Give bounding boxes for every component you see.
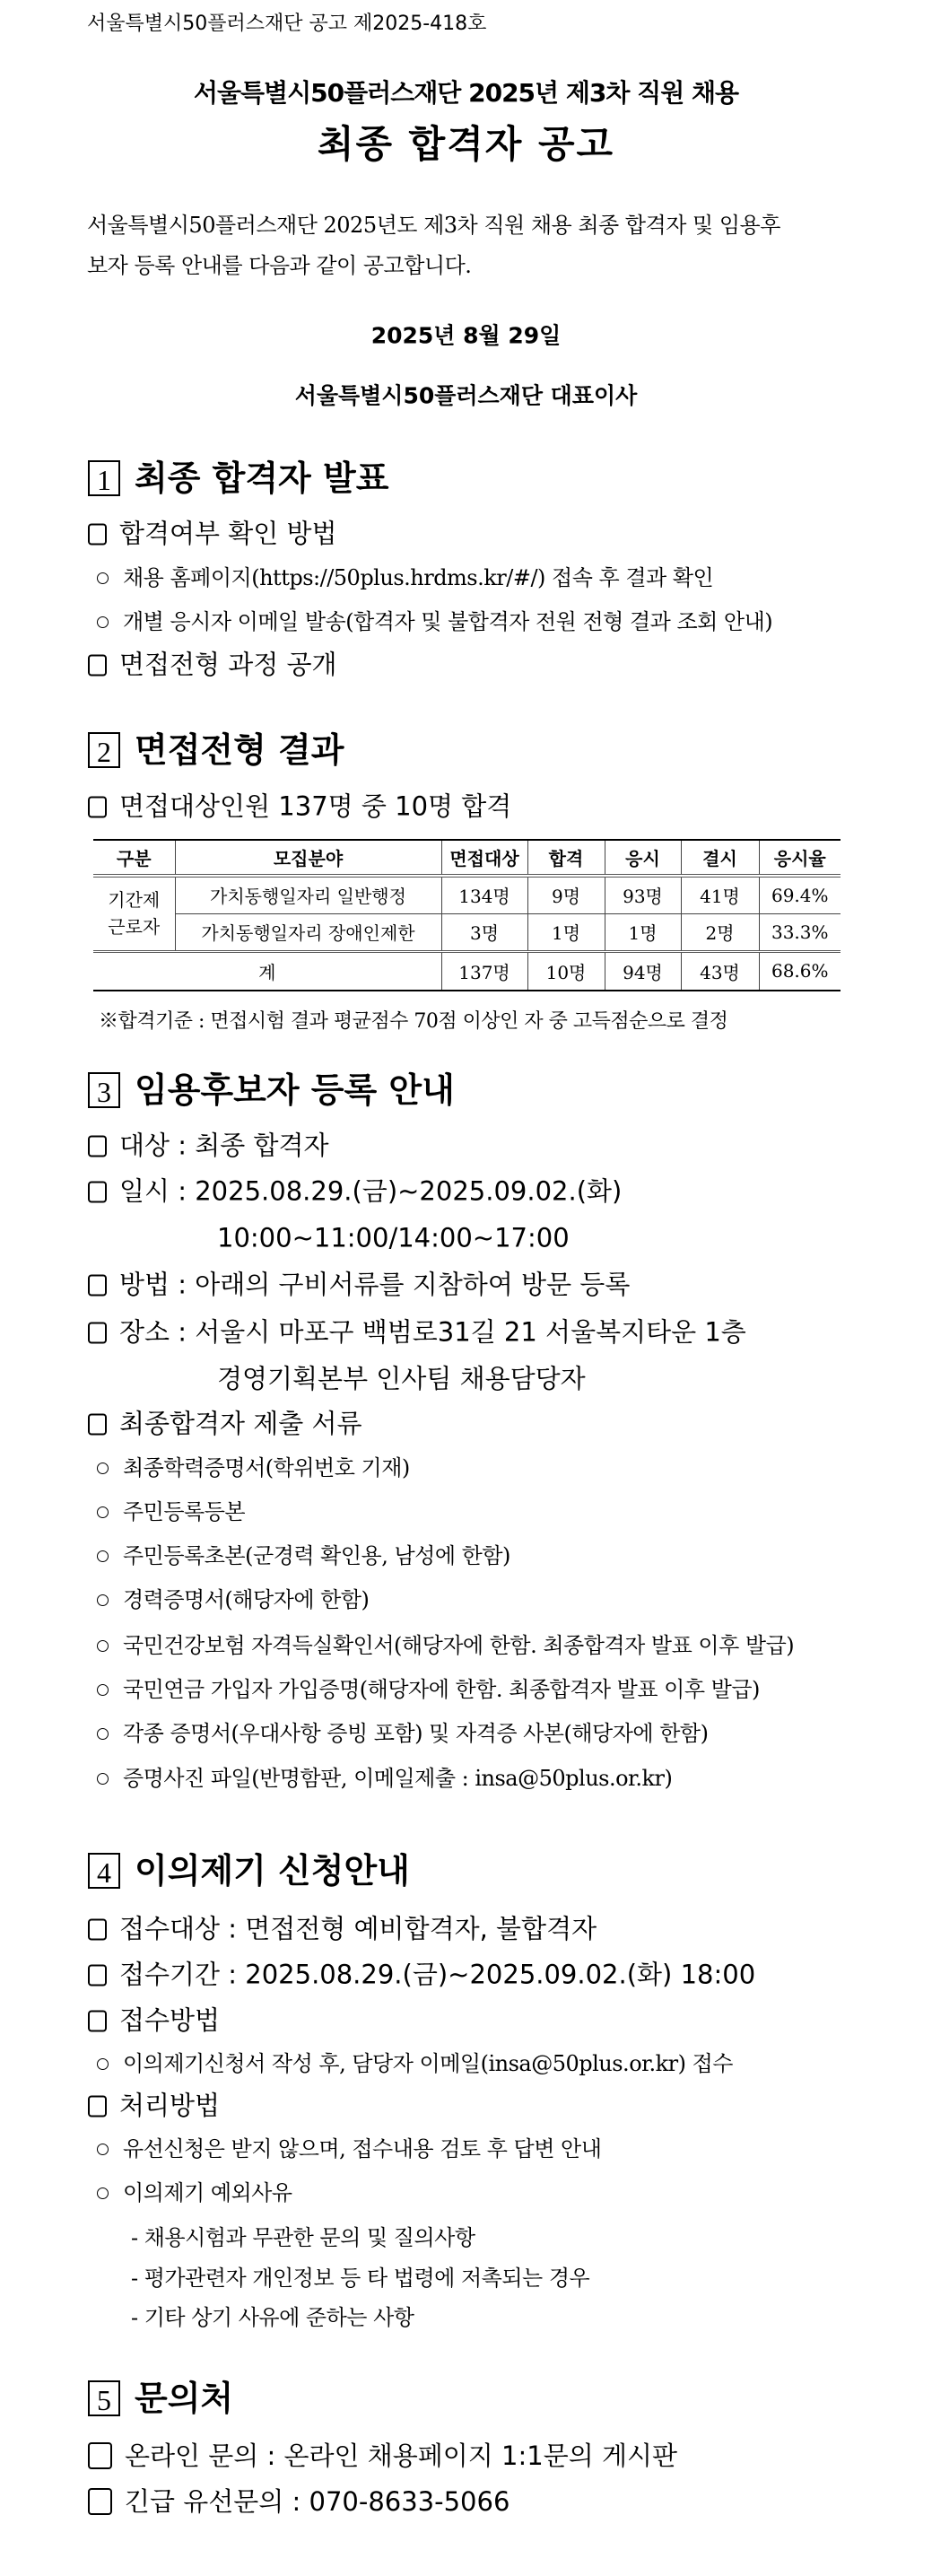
item-text: 최종학력증명서(학위번호 기재) xyxy=(123,1455,410,1480)
item-text: 긴급 유선문의 : 070-8633-5066 xyxy=(125,2485,510,2517)
section-3-heading xyxy=(88,1072,455,1108)
item xyxy=(88,2442,677,2469)
item-text: 대상 : 최종 합격자 xyxy=(119,1130,329,1161)
item-text: 접수방법 xyxy=(119,2004,221,2036)
item-continuation: 경영기획본부 인사팀 채용담당자 xyxy=(217,1363,586,1394)
item-text: 주민등록초본(군경력 확인용, 남성에 한함) xyxy=(123,1543,510,1568)
list-item xyxy=(97,1545,510,1567)
column-header: 구분 xyxy=(93,840,175,876)
item-text: 면접전형 과정 공개 xyxy=(119,649,337,680)
column-header: 합격 xyxy=(527,840,605,876)
item-text: 주민등록등본 xyxy=(123,1499,246,1524)
list-item xyxy=(97,1457,410,1479)
list-item xyxy=(97,611,772,633)
column-header: 응시 xyxy=(605,840,681,876)
circle-bullet-icon xyxy=(97,2058,109,2070)
table-cell: 137명 xyxy=(441,951,527,991)
item-text: 각종 증명서(우대사항 증빙 포함) 및 자격증 사본(해당자에 한함) xyxy=(123,1721,709,1746)
circle-bullet-icon xyxy=(97,1773,109,1785)
square-bullet-icon xyxy=(88,2010,107,2031)
section-number-box: 3 xyxy=(88,1072,120,1108)
item xyxy=(88,1959,756,1990)
list-item xyxy=(97,1679,760,1700)
square-bullet-icon xyxy=(88,1964,107,1986)
list-item xyxy=(97,1501,245,1523)
table-cell: 9명 xyxy=(527,876,605,913)
list-item xyxy=(97,1723,708,1744)
table-cell: 68.6% xyxy=(759,951,841,991)
square-bullet-icon xyxy=(88,2442,112,2469)
square-bullet-icon xyxy=(88,2095,107,2117)
item-text: 개별 응시자 이메일 발송(합격자 및 불합격자 전원 전형 결과 조회 안내) xyxy=(123,609,773,634)
table-row xyxy=(93,876,841,913)
section-title: 최종 합격자 발표 xyxy=(135,458,389,498)
notice-date: 2025년 8월 29일 xyxy=(370,322,562,349)
table-cell: 134명 xyxy=(441,876,527,913)
item-text: 경력증명서(해당자에 한함) xyxy=(123,1587,370,1612)
square-bullet-icon xyxy=(88,1181,107,1202)
circle-bullet-icon xyxy=(97,572,109,584)
column-header: 면접대상 xyxy=(441,840,527,876)
circle-bullet-icon xyxy=(97,1594,109,1606)
item xyxy=(88,2004,221,2036)
item xyxy=(88,2090,221,2121)
circle-bullet-icon xyxy=(97,1550,109,1562)
item-text: 유선신청은 받지 않으며, 접수내용 검토 후 답변 안내 xyxy=(123,2136,602,2161)
item-text: 이의제기신청서 작성 후, 담당자 이메일(insa@50plus.or.kr) 접수 xyxy=(123,2051,733,2076)
section-2-heading xyxy=(88,732,344,768)
table-cell: 41명 xyxy=(681,876,759,913)
section-title: 임용후보자 등록 안내 xyxy=(135,1070,455,1110)
table-cell: 1명 xyxy=(527,913,605,951)
item xyxy=(88,1175,623,1207)
section-number-box: 4 xyxy=(88,1853,120,1889)
item xyxy=(88,1269,631,1300)
table-cell: 10명 xyxy=(527,951,605,991)
section-1-heading xyxy=(88,460,388,496)
section-title: 면접전형 결과 xyxy=(135,730,344,770)
item-text: 최종합격자 제출 서류 xyxy=(119,1408,362,1439)
signature: 서울특별시50플러스재단 대표이사 xyxy=(294,382,638,409)
table-cell: 2명 xyxy=(681,913,759,951)
table-cell: 3명 xyxy=(441,913,527,951)
circle-bullet-icon xyxy=(97,1728,109,1740)
item xyxy=(88,2485,510,2517)
item-text: 일시 : 2025.08.29.(금)~2025.09.02.(화) xyxy=(119,1175,623,1207)
item-text: 온라인 문의 : 온라인 채용페이지 1:1문의 게시판 xyxy=(125,2440,678,2471)
item-text: 면접대상인원 137명 중 10명 합격 xyxy=(119,790,512,822)
section-number-box: 2 xyxy=(88,732,120,768)
circle-bullet-icon xyxy=(97,1463,109,1474)
intro-line-1: 서울특별시50플러스재단 2025년도 제3차 직원 채용 최종 합격자 및 임용후 xyxy=(87,213,780,238)
section-title: 이의제기 신청안내 xyxy=(135,1851,410,1891)
item-text: 접수기간 : 2025.08.29.(금)~2025.09.02.(화) 18:00 xyxy=(119,1959,756,1990)
list-item xyxy=(97,2053,733,2074)
circle-bullet-icon xyxy=(97,616,109,628)
item-text: 처리방법 xyxy=(119,2090,221,2121)
item xyxy=(88,790,512,822)
item-text: 방법 : 아래의 구비서류를 지참하여 방문 등록 xyxy=(119,1269,631,1300)
section-title: 문의처 xyxy=(135,2379,234,2418)
square-bullet-icon xyxy=(88,1918,107,1940)
list-item xyxy=(97,2182,292,2204)
item-text: 접수대상 : 면접전형 예비합격자, 불합격자 xyxy=(119,1913,597,1944)
table-cell: 94명 xyxy=(605,951,681,991)
table-total-row xyxy=(93,951,841,991)
list-item xyxy=(97,1768,672,1789)
table-cell: 69.4% xyxy=(759,876,841,913)
exception-item: - 평가관련자 개인정보 등 타 법령에 저촉되는 경우 xyxy=(131,2266,590,2291)
item xyxy=(88,518,337,549)
section-number-box: 1 xyxy=(88,460,120,496)
table-header-row xyxy=(93,840,841,876)
square-bullet-icon xyxy=(88,1135,107,1157)
list-item xyxy=(97,1589,369,1611)
square-bullet-icon xyxy=(88,2488,112,2515)
table-cell: 계 xyxy=(93,951,441,991)
title-line-1: 서울특별시50플러스재단 2025년 제3차 직원 채용 xyxy=(193,78,739,108)
table-row xyxy=(93,913,841,951)
section-number-box: 5 xyxy=(88,2380,120,2416)
table-cell: 43명 xyxy=(681,951,759,991)
item xyxy=(88,1408,362,1439)
item-continuation: 10:00~11:00/14:00~17:00 xyxy=(217,1222,570,1253)
list-item xyxy=(97,2138,601,2160)
square-bullet-icon xyxy=(88,523,107,545)
list-item xyxy=(97,1635,794,1656)
item xyxy=(88,1130,329,1161)
table-cell: 1명 xyxy=(605,913,681,951)
item xyxy=(88,649,337,680)
item-text: 국민연금 가입자 가입증명(해당자에 한함. 최종합격자 발표 이후 발급) xyxy=(123,1677,760,1702)
column-header: 모집분야 xyxy=(175,840,441,876)
exception-item: - 기타 상기 사유에 준하는 사항 xyxy=(131,2305,414,2330)
section-5-heading xyxy=(88,2380,233,2416)
circle-bullet-icon xyxy=(97,2187,109,2199)
circle-bullet-icon xyxy=(97,1684,109,1696)
results-table xyxy=(93,839,841,991)
item-text: 국민건강보험 자격득실확인서(해당자에 한함. 최종합격자 발표 이후 발급) xyxy=(123,1633,795,1658)
square-bullet-icon xyxy=(88,654,107,676)
table-cell: 33.3% xyxy=(759,913,841,951)
circle-bullet-icon xyxy=(97,2144,109,2155)
item-text: 합격여부 확인 방법 xyxy=(119,518,337,549)
intro-line-2: 보자 등록 안내를 다음과 같이 공고합니다. xyxy=(87,253,472,278)
item xyxy=(88,1316,746,1348)
pass-criteria-note: ※합격기준 : 면접시험 결과 평균점수 70점 이상인 자 중 고득점순으로 결정 xyxy=(99,1010,728,1033)
group-cell: 기간제 근로자 xyxy=(93,876,175,951)
notice-reference: 서울특별시50플러스재단 공고 제2025-418호 xyxy=(87,13,487,35)
table-cell: 가치동행일자리 일반행정 xyxy=(175,876,441,913)
table-cell: 가치동행일자리 장애인제한 xyxy=(175,913,441,951)
column-header: 응시율 xyxy=(759,840,841,876)
table-cell: 93명 xyxy=(605,876,681,913)
item xyxy=(88,1913,597,1944)
item-text: 이의제기 예외사유 xyxy=(123,2180,292,2205)
column-header: 결시 xyxy=(681,840,759,876)
square-bullet-icon xyxy=(88,1274,107,1296)
square-bullet-icon xyxy=(88,796,107,817)
page-title: 최종 합격자 공고 xyxy=(317,122,615,166)
circle-bullet-icon xyxy=(97,1640,109,1652)
item-text: 증명사진 파일(반명함판, 이메일제출 : insa@50plus.or.kr) xyxy=(123,1766,673,1791)
section-4-heading xyxy=(88,1853,410,1889)
item-text: 채용 홈페이지(https://50plus.hrdms.kr/#/) 접속 후 결과 확인 xyxy=(123,565,714,590)
list-item xyxy=(97,567,713,589)
exception-item: - 채용시험과 무관한 문의 및 질의사항 xyxy=(131,2225,475,2250)
item-text: 장소 : 서울시 마포구 백범로31길 21 서울복지타운 1층 xyxy=(119,1316,746,1348)
square-bullet-icon xyxy=(88,1413,107,1435)
circle-bullet-icon xyxy=(97,1506,109,1518)
square-bullet-icon xyxy=(88,1322,107,1343)
